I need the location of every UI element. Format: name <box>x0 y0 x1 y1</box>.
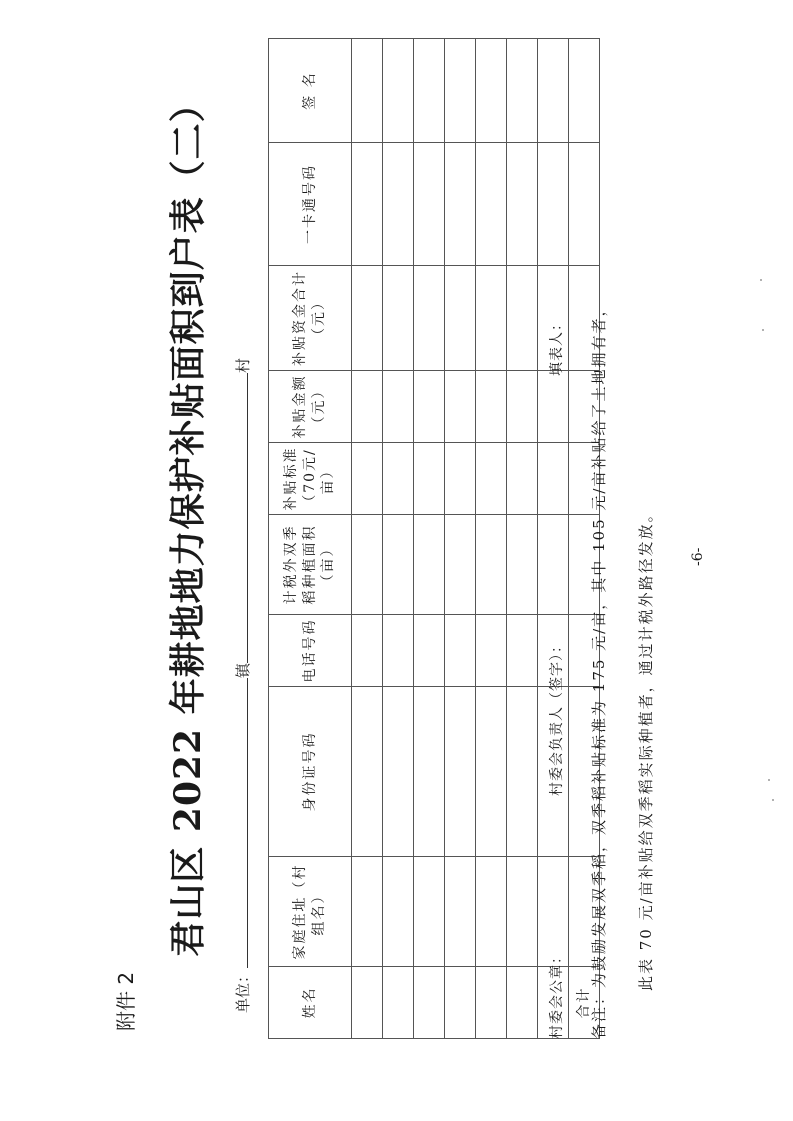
header-address: 家庭住址（村组名） <box>269 857 352 967</box>
table-cell <box>352 967 383 1039</box>
header-total-funds: 补贴资金合计（元） <box>269 266 352 371</box>
page-number: -6- <box>690 547 706 566</box>
table-cell <box>507 967 538 1039</box>
table-cell <box>476 39 507 143</box>
table-cell <box>476 615 507 687</box>
table-cell <box>445 687 476 857</box>
table-cell <box>414 615 445 687</box>
table-cell <box>445 615 476 687</box>
table-row <box>352 39 383 1039</box>
total-label: 合计 <box>569 967 600 1039</box>
table-cell <box>383 615 414 687</box>
seal-label: 村委会公章： <box>549 949 565 1039</box>
village-suffix: 村 <box>234 357 252 373</box>
subsidy-table <box>268 38 600 1039</box>
filler-label: 填表人： <box>549 316 565 376</box>
unit-label: 单位： <box>234 967 252 1013</box>
header-row <box>269 39 352 1039</box>
attachment-label: 附件 2 <box>114 971 138 1031</box>
table-cell <box>414 687 445 857</box>
table-cell <box>445 515 476 615</box>
header-card-number: 一卡通号码 <box>269 143 352 266</box>
header-amount: 补贴金额（元） <box>269 371 352 443</box>
table-cell <box>352 266 383 371</box>
table-cell <box>352 143 383 266</box>
table-cell <box>352 857 383 967</box>
town-suffix: 镇 <box>234 662 252 678</box>
scan-speck <box>760 279 762 281</box>
table-cell <box>383 857 414 967</box>
table-cell <box>352 39 383 143</box>
header-area: 计税外双季稻种植面积（亩） <box>269 515 352 615</box>
table-row <box>445 39 476 1039</box>
table-cell <box>383 143 414 266</box>
table-cell <box>538 143 569 266</box>
table-cell <box>507 687 538 857</box>
table-cell <box>538 371 569 443</box>
table-row <box>507 39 538 1039</box>
scan-speck <box>762 329 764 331</box>
table-cell <box>383 371 414 443</box>
head-signature-label: 村委会负责人（签字）： <box>549 638 565 796</box>
table-cell <box>383 39 414 143</box>
table-cell <box>383 515 414 615</box>
table-cell <box>352 371 383 443</box>
table-cell <box>445 371 476 443</box>
table-body <box>352 39 569 1039</box>
page-title: 君山区 2022 年耕地地力保护补贴面积到户表（二） <box>167 85 209 957</box>
table-cell <box>507 266 538 371</box>
table-cell <box>476 443 507 515</box>
header-phone: 电话号码 <box>269 615 352 687</box>
table-cell <box>383 266 414 371</box>
table-cell <box>507 857 538 967</box>
table-cell <box>569 39 600 143</box>
table-cell <box>476 266 507 371</box>
table-cell <box>414 266 445 371</box>
table-cell <box>476 967 507 1039</box>
table-cell <box>476 143 507 266</box>
village-blank <box>233 373 248 663</box>
scan-speck <box>768 779 770 781</box>
table-cell <box>414 443 445 515</box>
table-cell <box>476 857 507 967</box>
table-cell <box>383 687 414 857</box>
table-row <box>476 39 507 1039</box>
table-cell <box>445 857 476 967</box>
note-line-1: 备注：为鼓励发展双季稻，双季稻补贴标准为 175 元/亩，其中 105 元/亩补贴给了土地拥有者， <box>590 299 608 1039</box>
scan-speck <box>772 799 774 801</box>
table-cell <box>507 615 538 687</box>
table-cell <box>445 266 476 371</box>
table-cell <box>445 39 476 143</box>
table-cell <box>352 615 383 687</box>
note-line-2: 此表 70 元/亩补贴给双季稻实际种植者，通过计税外路径发放。 <box>637 505 655 991</box>
table-cell <box>383 443 414 515</box>
table-cell <box>476 687 507 857</box>
table-cell <box>445 143 476 266</box>
header-standard: 补贴标准（70元/亩） <box>269 443 352 515</box>
town-blank <box>233 678 248 968</box>
header-signature: 签 名 <box>269 39 352 143</box>
table-cell <box>414 857 445 967</box>
table-cell <box>476 371 507 443</box>
table-cell <box>538 515 569 615</box>
table-cell <box>507 143 538 266</box>
table-cell <box>507 443 538 515</box>
table-cell <box>538 443 569 515</box>
table-cell <box>414 967 445 1039</box>
table-cell <box>476 515 507 615</box>
table-row <box>538 39 569 1039</box>
table-cell <box>414 371 445 443</box>
table-cell <box>352 687 383 857</box>
table-cell <box>352 443 383 515</box>
table-cell <box>414 143 445 266</box>
unit-line <box>232 358 253 1013</box>
table-cell <box>538 39 569 143</box>
table-row <box>383 39 414 1039</box>
header-id-number: 身份证号码 <box>269 687 352 857</box>
header-name: 姓名 <box>269 967 352 1039</box>
table-cell <box>414 515 445 615</box>
table-row <box>414 39 445 1039</box>
table-cell <box>569 143 600 266</box>
table-cell <box>445 967 476 1039</box>
table-cell <box>507 39 538 143</box>
table-cell <box>445 443 476 515</box>
table-cell <box>383 967 414 1039</box>
table-cell <box>352 515 383 615</box>
table-cell <box>414 39 445 143</box>
table-cell <box>507 515 538 615</box>
table-cell <box>507 371 538 443</box>
